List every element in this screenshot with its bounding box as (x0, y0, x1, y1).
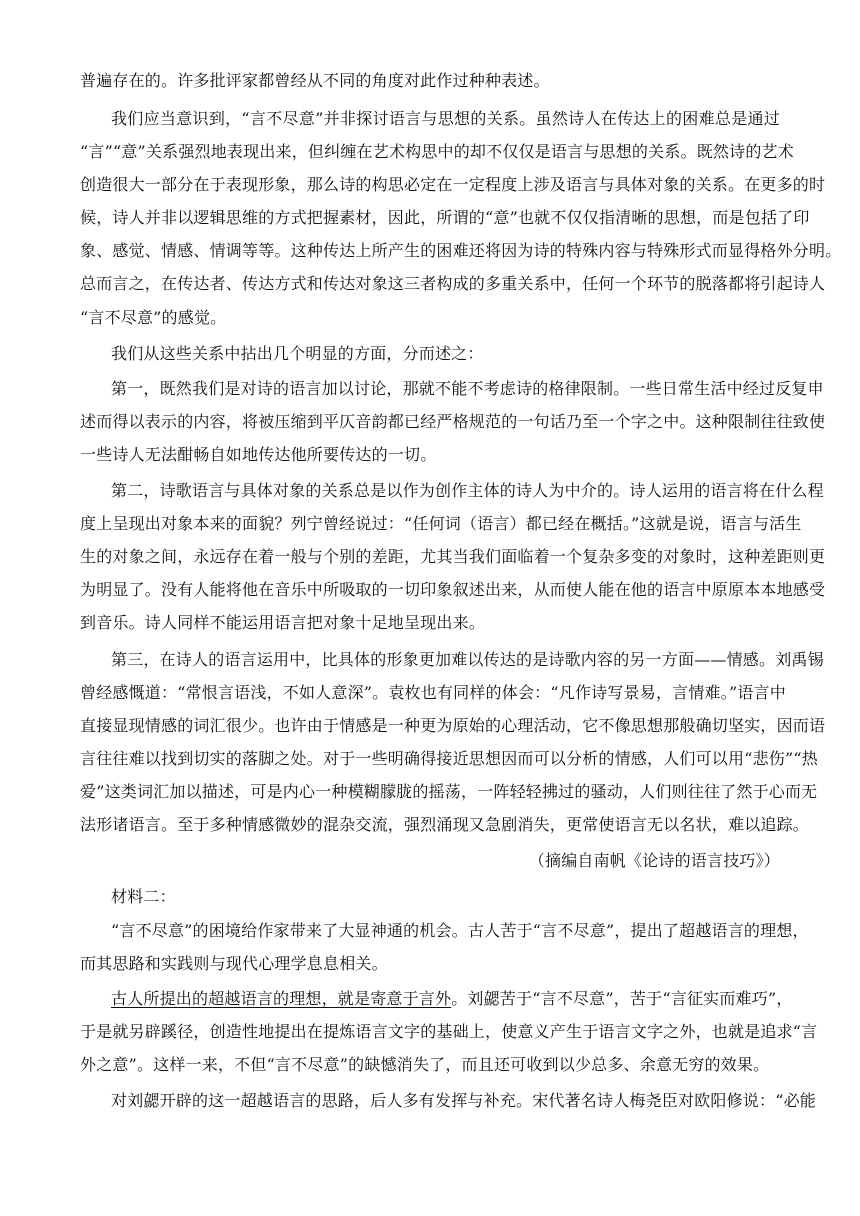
paragraph-line: 生的对象之间，永远存在着一般与个别的差距，尤其当我们面临着一个复杂多变的对象时，这种差距则更 (80, 547, 826, 566)
paragraph-line: 而其思路和实践则与现代心理学息息相关。 (80, 954, 388, 973)
paragraph-line: 对刘勰开辟的这一超越语言的思路，后人多有发挥与补充。宋代著名诗人梅尧臣对欧阳修说：“必能 (111, 1091, 816, 1110)
section-heading: 材料二： (111, 887, 176, 906)
paragraph-line: 于是就另辟蹊径，创造性地提出在提炼语言文字的基础上，使意义产生于语言文字之外，也就是追求“言 (80, 1022, 818, 1041)
source-citation: （摘编自南帆《论诗的语言技巧》） (528, 851, 780, 870)
paragraph-line: 总而言之，在传达者、传达方式和传达对象这三者构成的多重关系中，任何一个环节的脱落都将引起诗人 (80, 274, 826, 293)
paragraph-text: 。刘勰苦于“言不尽意”，苦于“言征实而难巧”， (451, 989, 793, 1008)
paragraph-line: 我们从这些关系中拈出几个明显的方面，分而述之： (111, 344, 484, 363)
paragraph-line: 度上呈现出对象本来的面貌？列宁曾经说过：“任何词（语言）都已经在概括。”这就是说，语言与活生 (80, 514, 802, 533)
paragraph-line: 候，诗人并非以逻辑思维的方式把握素材，因此，所谓的“意”也就不仅仅指清晰的思想，而是包括了印 (80, 208, 810, 227)
paragraph-line: 爱”这类词汇加以描述，可是内心一种模糊朦胧的摇荡，一阵轻轻拂过的骚动，人们则往往了然于心而无 (80, 782, 818, 801)
paragraph-line: 第一，既然我们是对诗的语言加以讨论，那就不能不考虑诗的格律限制。一些日常生活中经过反复申 (111, 379, 824, 398)
paragraph-line: 第三，在诗人的语言运用中，比具体的形象更加难以传达的是诗歌内容的另一方面——情感。刘禹锡 (111, 650, 824, 669)
paragraph-line: 到音乐。诗人同样不能运用语言把对象十足地呈现出来。 (80, 613, 486, 632)
paragraph-line: “言不尽意”的困境给作家带来了大显神通的机会。古人苦于“言不尽意”，提出了超越语言的理想， (111, 921, 809, 940)
paragraph-line: 直接显现情感的词汇很少。也许由于情感是一种更为原始的心理活动，它不像思想那般确切坚实，因而语 (80, 716, 826, 735)
paragraph-line: 法形诸语言。至于多种情感微妙的混杂交流，强烈涌现又急剧消失，更常使语言无以名状，难以追踪。 (80, 815, 810, 834)
paragraph-line: 述而得以表示的内容，将被压缩到平仄音韵都已经严格规范的一句话乃至一个字之中。这种限制往往致使 (80, 412, 826, 431)
paragraph-line: 创造很大一部分在于表现形象，那么诗的构思必定在一定程度上涉及语言与具体对象的关系。在更多的时 (80, 175, 826, 194)
paragraph-line: 为明显了。没有人能将他在音乐中所吸取的一切印象叙述出来，从而使人能在他的语言中原原本本地感受 (80, 580, 826, 599)
paragraph-line: 我们应当意识到，“言不尽意”并非探讨语言与思想的关系。虽然诗人在传达上的困难总是通过 (111, 109, 780, 128)
paragraph-line: 象、感觉、情感、情调等等。这种传达上所产生的困难还将因为诗的特殊内容与特殊形式而显得格外分明。 (80, 241, 842, 260)
paragraph-line: 第二，诗歌语言与具体对象的关系总是以作为创作主体的诗人为中介的。诗人运用的语言将在什么程 (111, 481, 824, 500)
paragraph-line: 普遍存在的。许多批评家都曾经从不同的角度对此作过种种表述。 (80, 71, 550, 90)
paragraph-line: “言不尽意”的感觉。 (80, 308, 227, 327)
underlined-phrase: 古人所提出的超越语言的理想，就是寄意于言外 (111, 989, 452, 1008)
paragraph-line: 一些诗人无法酣畅自如地传达他所要传达的一切。 (80, 445, 437, 464)
paragraph-line: 曾经感慨道：“常恨言语浅，不如人意深”。袁枚也有同样的体会：“凡作诗写景易，言情难。”语言中 (80, 683, 786, 702)
paragraph-line: 言往往难以找到切实的落脚之处。对于一些明确得接近思想因而可以分析的情感，人们可以用“悲伤”“热 (80, 749, 818, 768)
paragraph-line: 外之意”。这样一来，不但“言不尽意”的缺憾消失了，而且还可收到以少总多、余意无穷的效果。 (80, 1055, 770, 1074)
paragraph-line: “言”“意”关系强烈地表现出来，但纠缠在艺术构思中的却不仅仅是语言与思想的关系。既然诗的艺术 (80, 142, 794, 161)
paragraph-line (111, 989, 793, 1009)
